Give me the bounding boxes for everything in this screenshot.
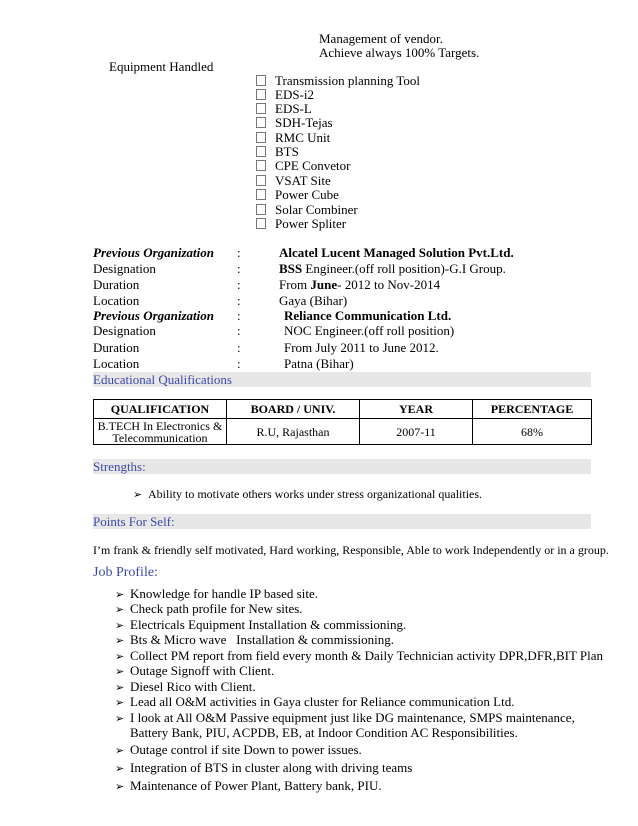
targets-line: Achieve always 100% Targets. — [319, 45, 480, 60]
org2-name: Reliance Communication Ltd. — [284, 308, 452, 323]
column-header: QUALIFICATION — [94, 400, 227, 419]
equipment-item: EDS-i2 — [256, 87, 314, 102]
column-header: PERCENTAGE — [473, 400, 592, 419]
arrow-bullet-icon: ➢ — [115, 762, 125, 775]
arrow-bullet-icon: ➢ — [115, 696, 125, 709]
colon: : — [237, 261, 241, 276]
job-item: ➢ Maintenance of Power Plant, Battery bank, PIU. — [115, 778, 382, 793]
equipment-item: CPE Convetor — [256, 158, 350, 173]
arrow-bullet-icon: ➢ — [115, 665, 125, 678]
org1-name: Alcatel Lucent Managed Solution Pvt.Ltd. — [279, 245, 514, 260]
colon: : — [237, 323, 241, 338]
arrow-bullet-icon: ➢ — [115, 603, 125, 616]
org2-duration-label: Duration — [93, 340, 140, 355]
equipment-item: Solar Combiner — [256, 202, 358, 217]
column-header: YEAR — [360, 400, 473, 419]
checkbox-bullet-icon — [256, 175, 266, 186]
colon: : — [237, 245, 241, 260]
checkbox-bullet-icon — [256, 218, 266, 229]
qualification-cell: B.TECH In Electronics & Telecommunication — [94, 419, 227, 445]
checkbox-bullet-icon — [256, 204, 266, 215]
points-text: I’m frank & friendly self motivated, Hard working, Responsible, Able to work Independently or in a group. — [93, 543, 609, 557]
checkbox-bullet-icon — [256, 160, 266, 171]
job-item: ➢ Bts & Micro wave Installation & commissioning. — [115, 632, 394, 647]
arrow-bullet-icon: ➢ — [115, 619, 125, 632]
org2-label: Previous Organization — [93, 308, 214, 323]
colon: : — [237, 277, 241, 292]
job-item: ➢ Collect PM report from field every month & Daily Technician activity DPR,DFR,BIT Plan — [115, 648, 604, 663]
org2-designation: NOC Engineer.(off roll position) — [284, 323, 455, 338]
colon: : — [237, 340, 241, 355]
column-header: BOARD / UNIV. — [227, 400, 360, 419]
arrow-bullet-icon: ➢ — [115, 712, 125, 725]
job-profile-heading: Job Profile: — [93, 565, 158, 580]
job-item-continuation: Battery Bank, PIU, ACPDB, EB, at Indoor Condition AC Responsibilities. — [130, 725, 518, 740]
board-cell: R.U, Rajasthan — [227, 419, 360, 445]
arrow-bullet-icon: ➢ — [133, 488, 143, 501]
org1-designation: BSS Engineer.(off roll position)-G.I Group. — [279, 261, 506, 276]
vendor-line: Management of vendor. — [319, 31, 443, 46]
arrow-bullet-icon: ➢ — [115, 681, 125, 694]
equipment-item: Power Spliter — [256, 216, 346, 231]
table-row — [94, 419, 592, 445]
colon: : — [237, 293, 241, 308]
job-item: ➢ Outage Signoff with Client. — [115, 663, 275, 678]
job-item: ➢ Knowledge for handle IP based site. — [115, 586, 318, 601]
equipment-item: Transmission planning Tool — [256, 73, 420, 88]
checkbox-bullet-icon — [256, 189, 266, 200]
equipment-heading: Equipment Handled — [109, 59, 214, 74]
arrow-bullet-icon: ➢ — [115, 588, 125, 601]
job-item: ➢ Outage control if site Down to power issues. — [115, 742, 362, 757]
qualification-table — [93, 399, 592, 445]
org2-location-label: Location — [93, 356, 140, 371]
org1-duration: From June- 2012 to Nov-2014 — [279, 277, 441, 292]
education-heading: Educational Qualifications — [93, 372, 591, 387]
checkbox-bullet-icon — [256, 132, 266, 143]
arrow-bullet-icon: ➢ — [115, 744, 125, 757]
points-heading: Points For Self: — [93, 514, 591, 529]
org1-designation-label: Designation — [93, 261, 156, 276]
job-item: ➢ I look at All O&M Passive equipment just like DG maintenance, SMPS maintenance, — [115, 710, 575, 725]
checkbox-bullet-icon — [256, 103, 266, 114]
equipment-item: Power Cube — [256, 187, 339, 202]
checkbox-bullet-icon — [256, 146, 266, 157]
strength-item: ➢ Ability to motivate others works under stress organizational qualities. — [133, 487, 483, 501]
checkbox-bullet-icon — [256, 117, 266, 128]
org2-designation-label: Designation — [93, 323, 156, 338]
org1-duration-label: Duration — [93, 277, 140, 292]
equipment-item: RMC Unit — [256, 130, 330, 145]
colon: : — [237, 356, 241, 371]
arrow-bullet-icon: ➢ — [115, 650, 125, 663]
arrow-bullet-icon: ➢ — [115, 634, 125, 647]
org2-duration: From July 2011 to June 2012. — [284, 340, 439, 355]
org2-location: Patna (Bihar) — [284, 356, 354, 371]
job-item: ➢ Diesel Rico with Client. — [115, 679, 256, 694]
checkbox-bullet-icon — [256, 89, 266, 100]
arrow-bullet-icon: ➢ — [115, 780, 125, 793]
colon: : — [237, 308, 241, 323]
table-header-row — [94, 400, 592, 419]
job-item: ➢ Electricals Equipment Installation & commissioning. — [115, 617, 407, 632]
org1-location-label: Location — [93, 293, 140, 308]
year-cell: 2007-11 — [360, 419, 473, 445]
checkbox-bullet-icon — [256, 75, 266, 86]
equipment-item: BTS — [256, 144, 299, 159]
strengths-heading: Strengths: — [93, 459, 591, 474]
equipment-item: EDS-L — [256, 101, 312, 116]
equipment-item: SDH-Tejas — [256, 115, 333, 130]
job-item: ➢ Check path profile for New sites. — [115, 601, 303, 616]
org1-label: Previous Organization — [93, 245, 214, 260]
job-item: ➢ Integration of BTS in cluster along with driving teams — [115, 760, 413, 775]
org1-location: Gaya (Bihar) — [279, 293, 348, 308]
equipment-item: VSAT Site — [256, 173, 331, 188]
percentage-cell: 68% — [473, 419, 592, 445]
job-item: ➢ Lead all O&M activities in Gaya cluster for Reliance communication Ltd. — [115, 694, 515, 709]
